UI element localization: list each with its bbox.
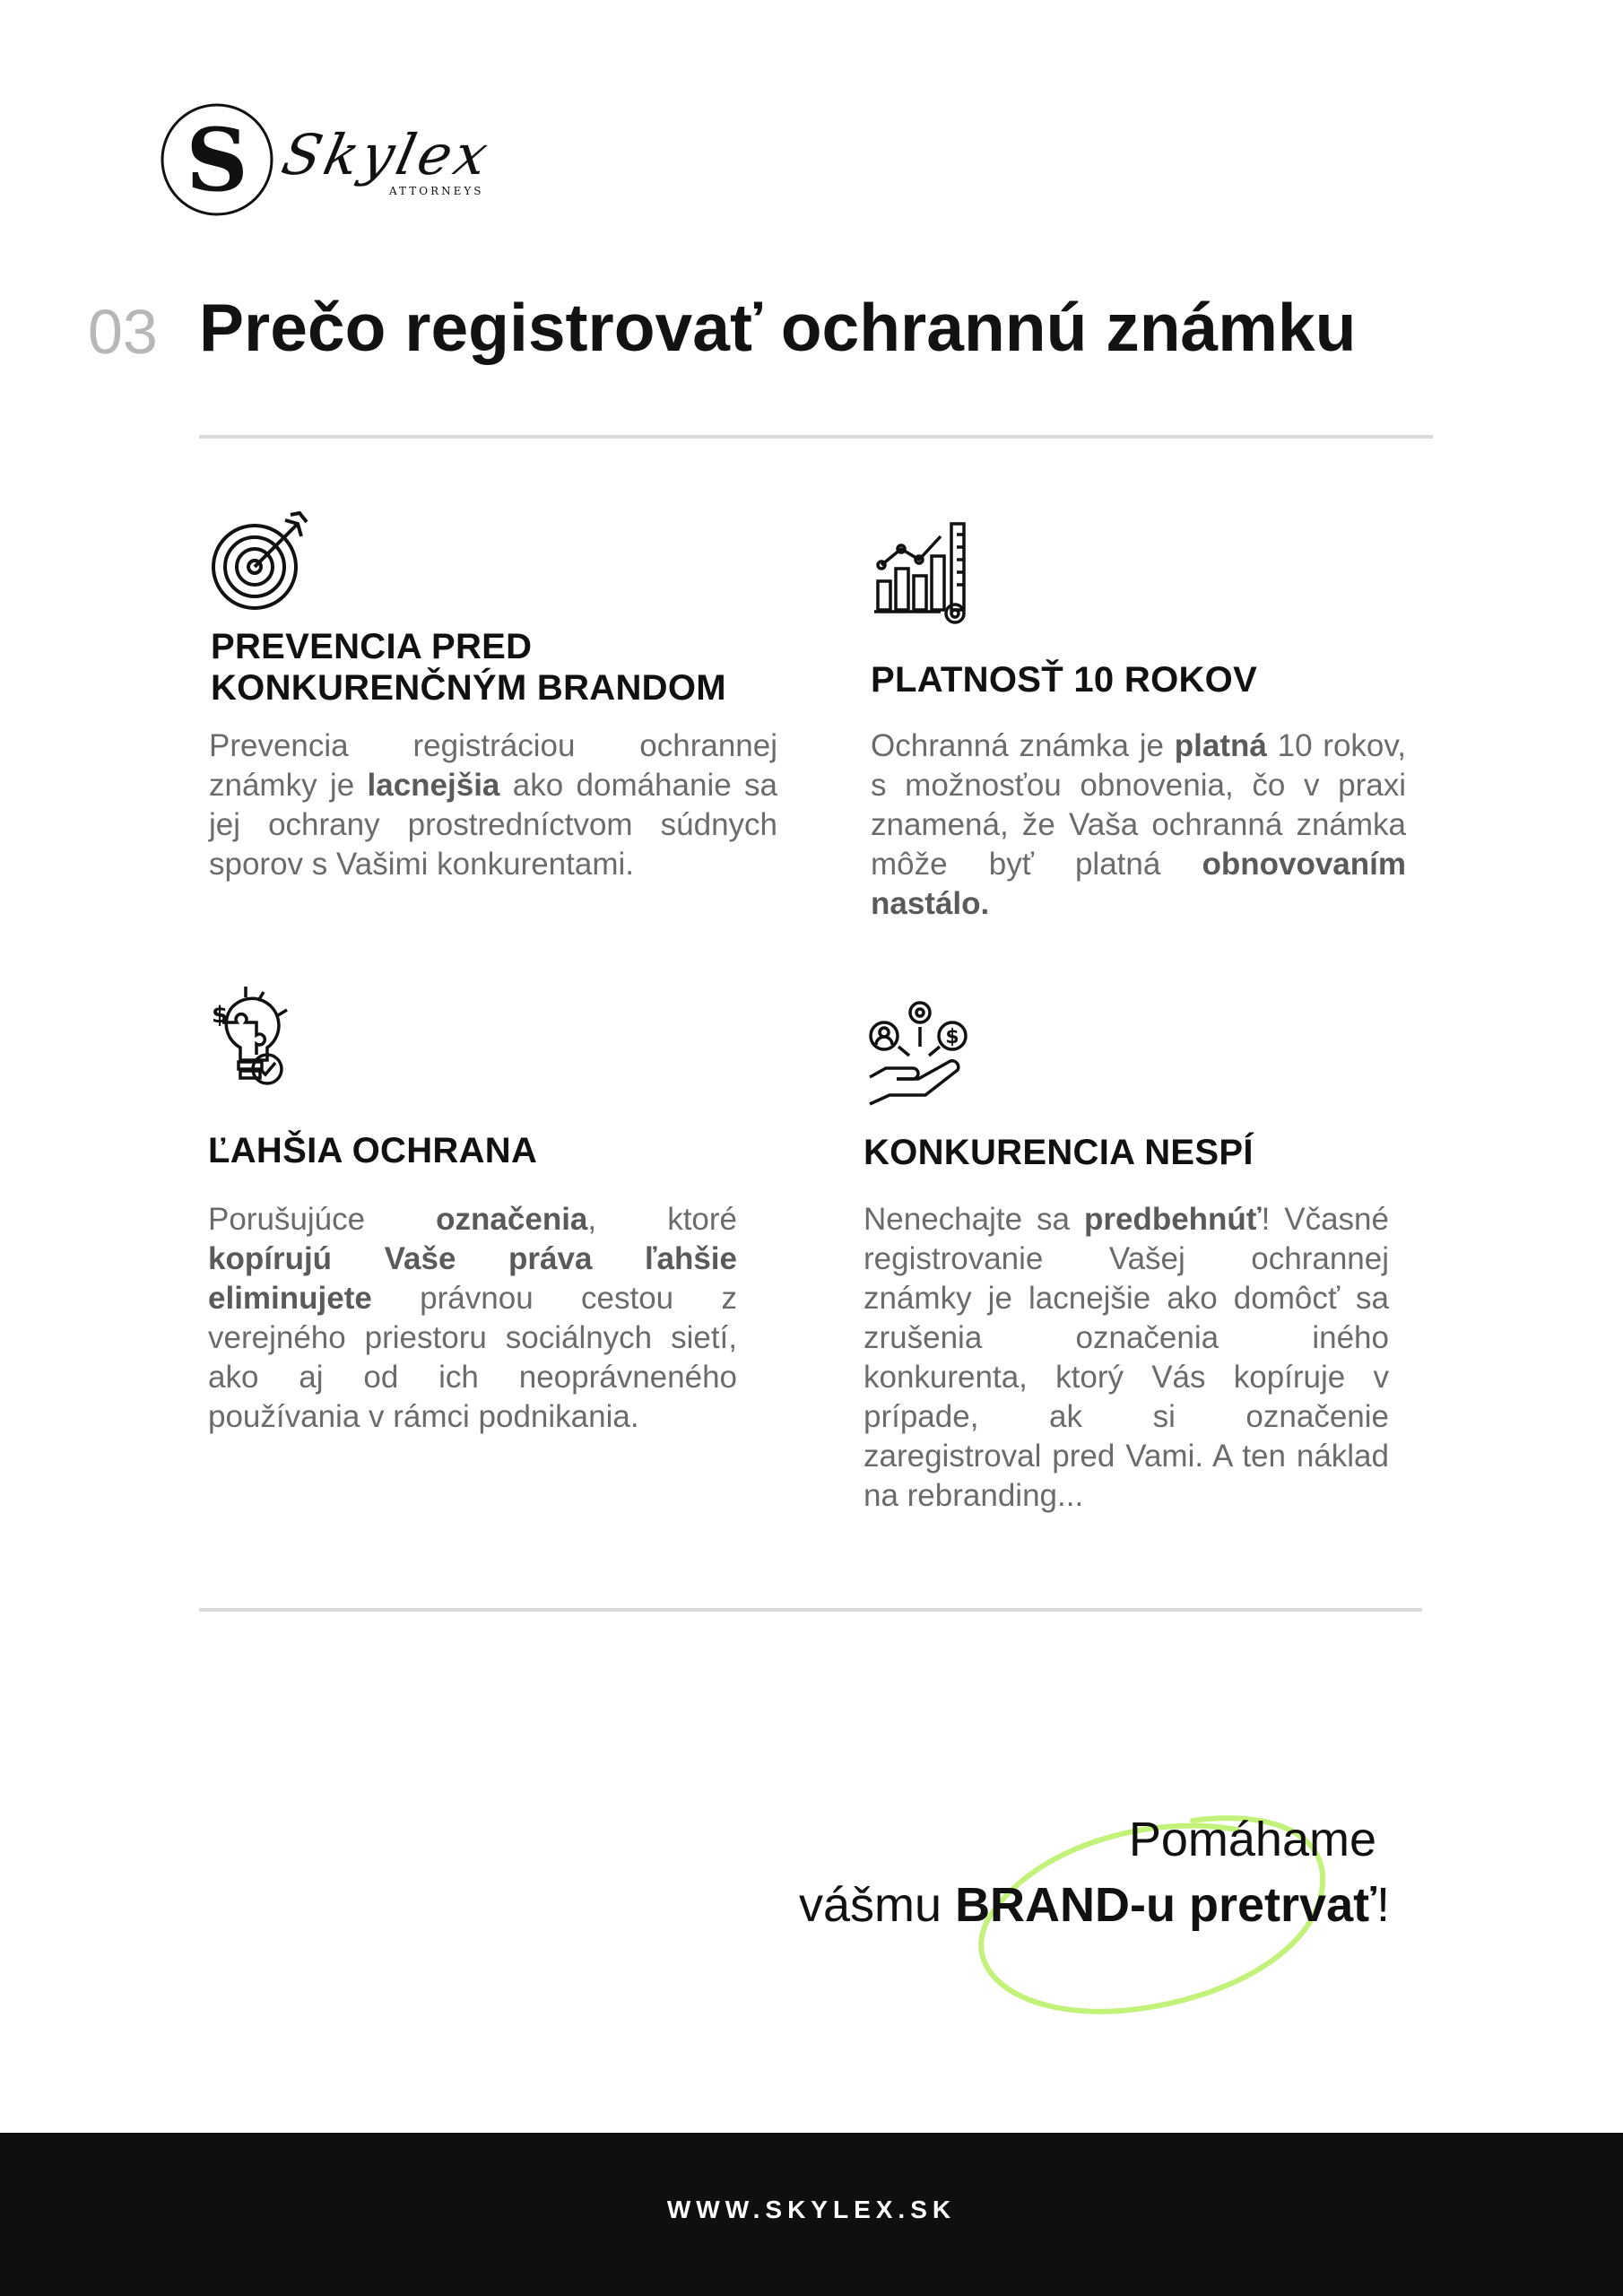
logo bbox=[160, 102, 500, 223]
text-span: Nenechajte sa bbox=[864, 1202, 1084, 1237]
feature-text-lahsia bbox=[208, 1200, 737, 1437]
target-icon bbox=[208, 511, 316, 619]
section-number: 03 bbox=[88, 297, 158, 367]
feature-text-platnost bbox=[871, 726, 1406, 924]
logo-letter: S bbox=[186, 109, 248, 211]
text-emphasis: platná bbox=[1174, 728, 1267, 763]
growth-chart-icon bbox=[874, 520, 982, 628]
feature-title-line: KONKURENČNÝM BRANDOM bbox=[211, 668, 726, 708]
hand-money-icon bbox=[866, 1000, 974, 1108]
divider-top bbox=[199, 435, 1433, 439]
text-span: Ochranná známka je bbox=[871, 728, 1175, 763]
slogan-span: vášmu bbox=[799, 1878, 956, 1932]
text-span: , ktoré bbox=[587, 1202, 738, 1237]
idea-puzzle-icon bbox=[204, 987, 312, 1094]
feature-title-lahsia: ĽAHŠIA OCHRANA bbox=[208, 1131, 538, 1170]
text-span: Porušujúce bbox=[208, 1202, 437, 1237]
slogan-line1: Pomáhame bbox=[1128, 1813, 1376, 1866]
text-emphasis: lacnejšia bbox=[367, 768, 500, 803]
slogan-emphasis: BRAND-u pretrvať bbox=[955, 1878, 1376, 1932]
text-span: ako domáhanie sa jej ochrany prostredníctvom súdnych sporov s Vašimi konkurentami. bbox=[209, 768, 778, 882]
text-emphasis: predbehnúť bbox=[1083, 1202, 1262, 1237]
text-span: ! Včasné registrovanie Vašej ochrannej známky je lacnejšie ako domôcť sa zrušenia označenia iného konkurenta, ktorý Vás kopíruje v prípade, ak si označenie zaregistroval pred Vami. A ten náklad na rebranding... bbox=[864, 1202, 1389, 1513]
slogan-span: ! bbox=[1376, 1878, 1390, 1932]
divider-bottom bbox=[199, 1608, 1422, 1612]
text-emphasis: obnovovaním nastálo. bbox=[871, 847, 1406, 921]
page-title: Prečo registrovať ochrannú známku bbox=[199, 290, 1357, 365]
svg-text:$: $ bbox=[945, 1026, 959, 1048]
feature-title-prevencia bbox=[211, 626, 820, 709]
feature-title-platnost: PLATNOSŤ 10 ROKOV bbox=[871, 660, 1258, 700]
svg-text:$: $ bbox=[212, 1002, 229, 1029]
text-span: 10 rokov, s možnosťou obnovenia, čo v praxi znamená, že Vaša ochranná známka môže byť platná bbox=[871, 728, 1406, 882]
text-emphasis: kopírujú Vaše práva ľahšie eliminujete bbox=[208, 1241, 737, 1316]
footer bbox=[0, 2133, 1623, 2296]
logo-mark bbox=[160, 102, 274, 217]
logo-subtitle: ATTORNEYS bbox=[389, 185, 484, 197]
logo-script: Skylex bbox=[276, 122, 498, 187]
text-span: Prevencia registráciou ochrannej známky je bbox=[209, 728, 777, 803]
feature-title-konkurencia: KONKURENCIA NESPÍ bbox=[864, 1133, 1254, 1172]
feature-text-prevencia bbox=[209, 726, 777, 884]
slogan-line2 bbox=[799, 1877, 1390, 1933]
text-span: právnou cestou z verejného priestoru sociálnych sietí, ako aj od ich neoprávneného používania v rámci podnikania. bbox=[208, 1281, 737, 1434]
feature-title-line: PREVENCIA PRED bbox=[211, 627, 533, 666]
feature-text-konkurencia bbox=[864, 1200, 1389, 1516]
text-emphasis: označenia bbox=[436, 1202, 588, 1237]
footer-website-link[interactable]: WWW.SKYLEX.SK bbox=[666, 2196, 957, 2223]
